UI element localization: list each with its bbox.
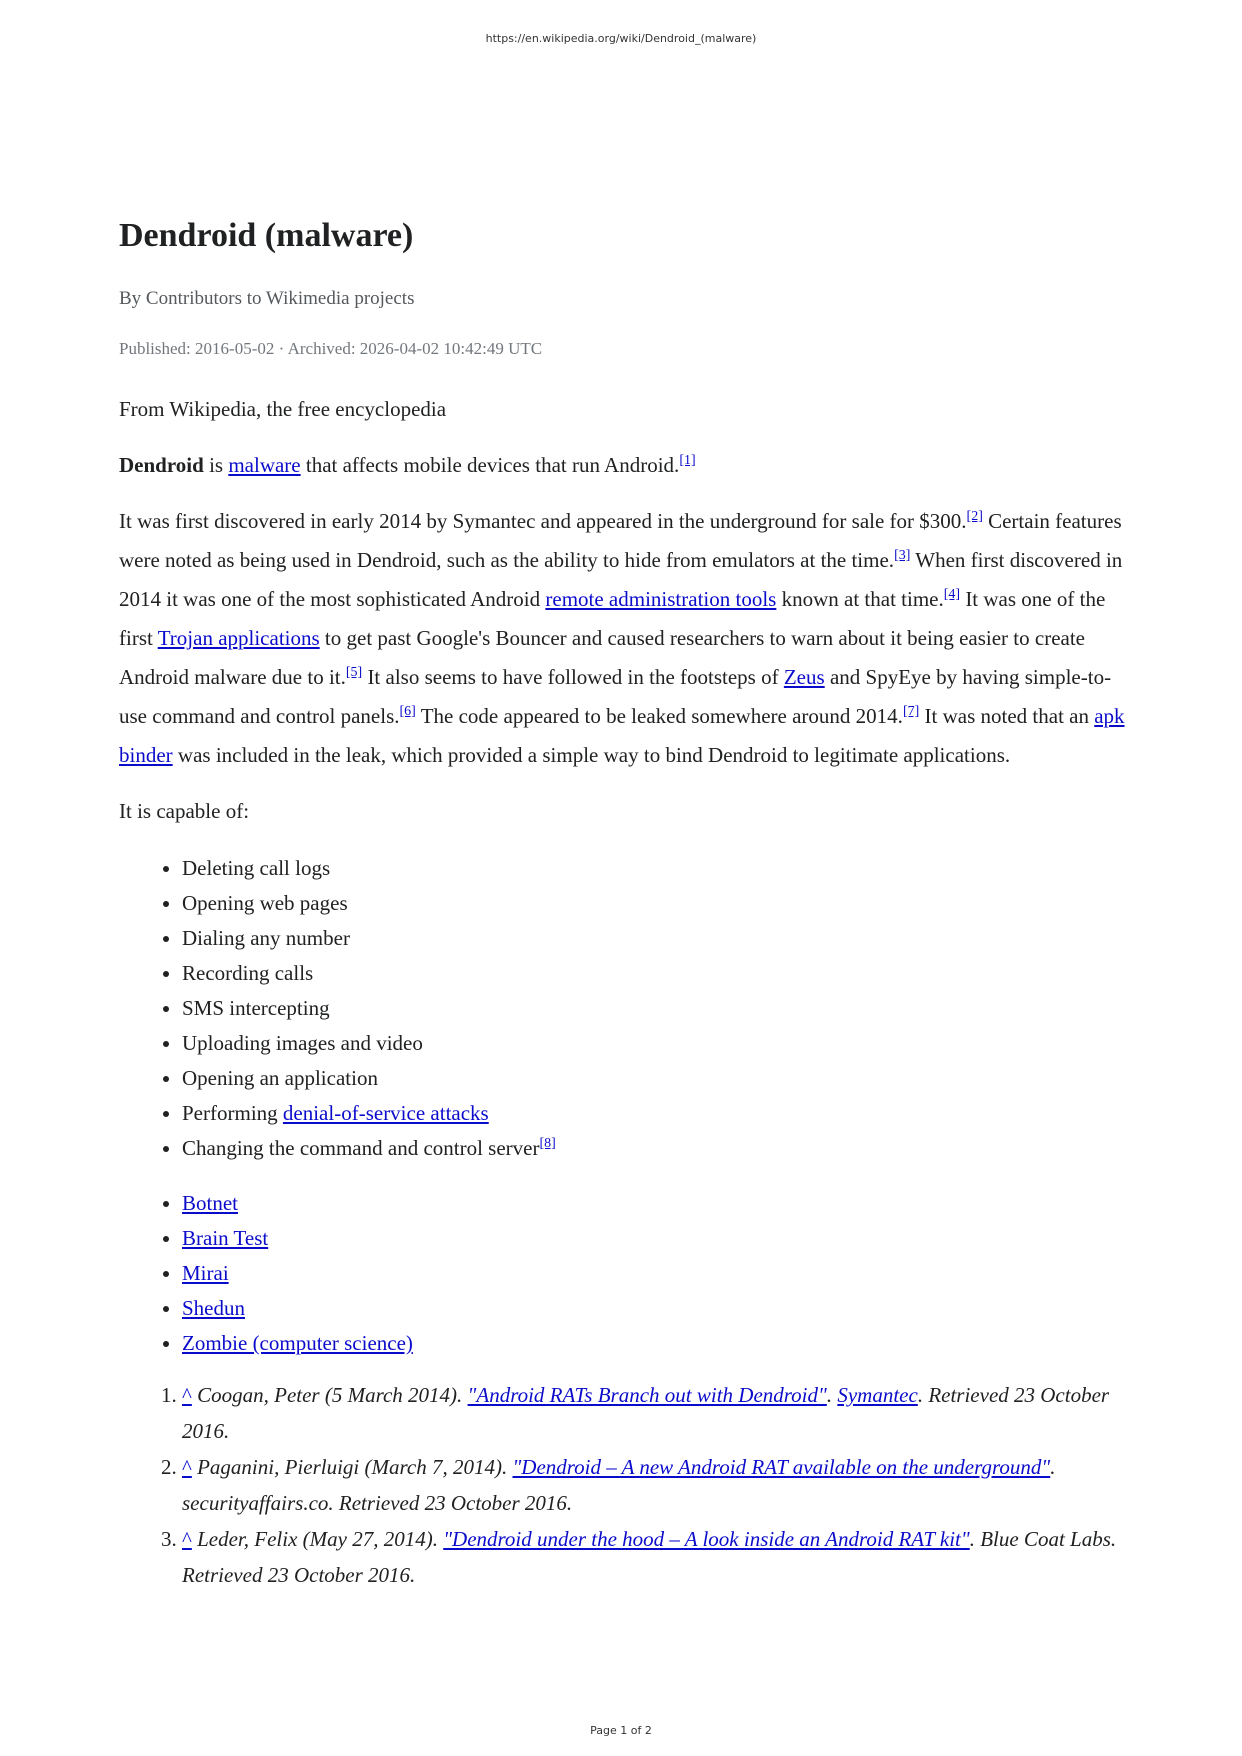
citation-1[interactable]: [1]: [679, 453, 696, 468]
reference-title-link[interactable]: "Android RATs Branch out with Dendroid": [467, 1383, 827, 1407]
references-list: [119, 1377, 1129, 1593]
list-item: • Recording calls: [182, 956, 1129, 991]
tagline: From Wikipedia, the free encyclopedia: [119, 397, 447, 421]
list-item: [182, 1131, 1129, 1166]
link-brain-test[interactable]: Brain Test: [182, 1226, 269, 1250]
reference-item: [182, 1449, 1129, 1521]
byline: By Contributors to Wikimedia projects: [119, 288, 415, 309]
link-shedun[interactable]: Shedun: [182, 1296, 245, 1320]
text: When first discovered in 2014 it was one of the most sophisticated Android: [119, 548, 1123, 611]
publish-date: Published: 2016-05-02 · Archived: 2026-04-02 10:42:49 UTC: [119, 339, 543, 358]
link-zeus[interactable]: Zeus: [783, 665, 825, 689]
text: It was noted that an: [919, 704, 1095, 728]
list-item: [182, 1326, 1129, 1361]
list-item: • Opening web pages: [182, 886, 1129, 921]
list-item: • Opening an application: [182, 1061, 1129, 1096]
article: [119, 210, 1129, 1587]
citation-8[interactable]: [8]: [539, 1136, 556, 1151]
article-body: [119, 390, 1129, 1593]
reference-title-link[interactable]: "Dendroid – A new Android RAT available on the underground": [512, 1455, 1051, 1479]
reference-item: [182, 1521, 1129, 1593]
capabilities-list: [119, 851, 1129, 1166]
text: Certain features were noted as being used in Dendroid, such as the ability to hide from emulators at the time.: [119, 509, 1122, 572]
text: known at that time.: [776, 587, 944, 611]
text: Performing: [182, 1101, 283, 1125]
page-url-header: https://en.wikipedia.org/wiki/Dendroid_(malware): [485, 32, 757, 45]
see-also-list: [119, 1186, 1129, 1361]
list-item: [182, 1186, 1129, 1221]
text: It also seems to have followed in the footsteps of: [362, 665, 784, 689]
back-reference-caret[interactable]: ^: [182, 1383, 192, 1407]
text: is: [203, 453, 229, 477]
text: . Blue Coat Labs. Retrieved 23 October 2016.: [182, 1527, 1117, 1587]
list-item: [182, 1291, 1129, 1326]
text: .: [826, 1383, 838, 1407]
reference-title-link[interactable]: "Dendroid under the hood – A look inside an Android RAT kit": [443, 1527, 970, 1551]
text: Coogan, Peter (5 March 2014).: [191, 1383, 468, 1407]
list-item: [182, 1096, 1129, 1131]
list-item: [182, 1256, 1129, 1291]
reference-item: [182, 1377, 1129, 1449]
lead-subject: Dendroid: [119, 453, 204, 477]
text: was included in the leak, which provided a simple way to bind Dendroid to legitimate applications.: [172, 743, 1011, 767]
text: . securityaffairs.co. Retrieved 23 October 2016.: [182, 1455, 1056, 1515]
citation-6[interactable]: [6]: [399, 704, 416, 719]
text: It was first discovered in early 2014 by Symantec and appeared in the underground for sale for $300.: [119, 509, 967, 533]
page-number: Page 1 of 2: [590, 1724, 652, 1737]
text: The code appeared to be leaked somewhere around 2014.: [415, 704, 903, 728]
back-reference-caret[interactable]: ^: [182, 1527, 192, 1551]
text: It was one of the first: [119, 587, 1106, 650]
link-symantec[interactable]: Symantec: [837, 1383, 918, 1407]
text: Changing the command and control server: [182, 1136, 540, 1160]
list-item: • Dialing any number: [182, 921, 1129, 956]
text: to get past Google's Bouncer and caused researchers to warn about it being easier to create Android malware due to it.: [119, 626, 1085, 689]
link-denial-of-service-attacks[interactable]: denial-of-service attacks: [282, 1101, 489, 1125]
citation-7[interactable]: [7]: [902, 704, 920, 719]
list-item: • Deleting call logs: [182, 851, 1129, 886]
link-trojan-applications[interactable]: Trojan applications: [157, 626, 320, 650]
citation-3[interactable]: [3]: [894, 548, 911, 563]
link-mirai[interactable]: Mirai: [182, 1261, 229, 1285]
link-apk-binder[interactable]: apk binder: [119, 704, 1125, 767]
lead-paragraph: [119, 446, 1129, 485]
page-title: Dendroid (malware): [119, 217, 414, 254]
list-item: • SMS intercepting: [182, 991, 1129, 1026]
text: Leder, Felix (May 27, 2014).: [191, 1527, 444, 1551]
text: . Retrieved 23 October 2016.: [182, 1383, 1110, 1443]
capabilities-intro: It is capable of:: [119, 799, 250, 823]
back-reference-caret[interactable]: ^: [182, 1455, 192, 1479]
text: and SpyEye by having simple-to-use command and control panels.: [119, 665, 1112, 728]
link-zombie-computer-science[interactable]: Zombie (computer science): [182, 1331, 413, 1355]
text: Paganini, Pierluigi (March 7, 2014).: [191, 1455, 513, 1479]
citation-5[interactable]: [5]: [345, 665, 363, 680]
link-botnet[interactable]: Botnet: [182, 1191, 238, 1215]
list-item: [182, 1221, 1129, 1256]
list-item: • Uploading images and video: [182, 1026, 1129, 1061]
text: that affects mobile devices that run Android.: [300, 453, 680, 477]
link-malware[interactable]: malware: [228, 453, 301, 477]
citation-2[interactable]: [2]: [966, 509, 983, 524]
history-paragraph: [119, 502, 1129, 775]
link-remote-administration-tools[interactable]: remote administration tools: [545, 587, 777, 611]
citation-4[interactable]: [4]: [943, 587, 961, 602]
